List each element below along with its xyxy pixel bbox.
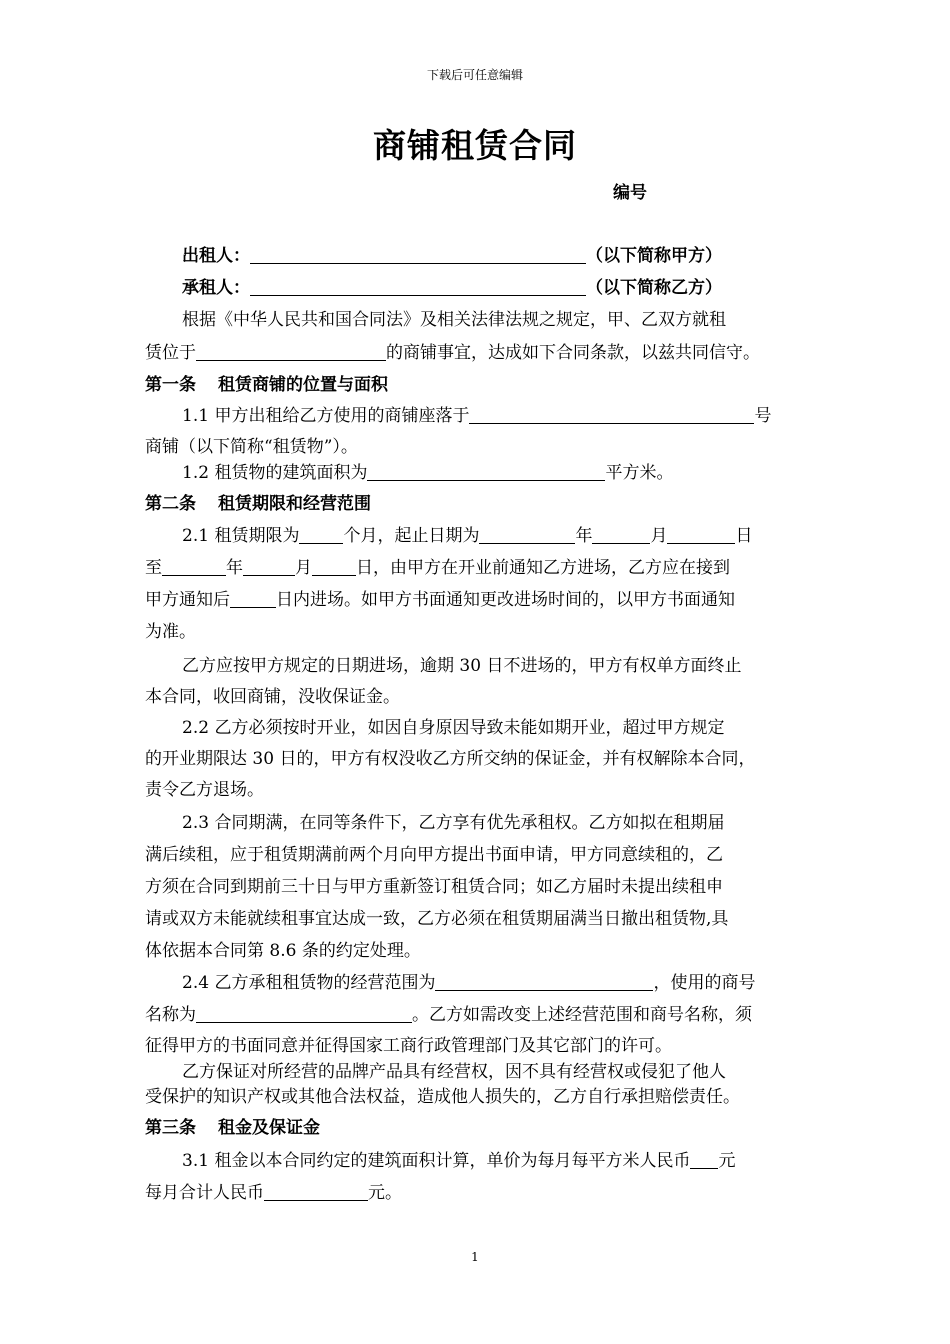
preamble-text: 的商铺事宜，达成如下合同条款，以兹共同信守。 xyxy=(386,343,760,363)
clause-2-1-cont-2 xyxy=(145,585,735,610)
monthly-total-blank[interactable] xyxy=(264,1182,368,1201)
clause-2-1b-line-2: 本合同，收回商铺，没收保证金。 xyxy=(145,687,400,707)
months-blank[interactable] xyxy=(299,525,343,544)
area-blank[interactable] xyxy=(367,462,605,481)
lessor-suffix: （以下简称甲方） xyxy=(586,246,722,266)
clause-2-1-cont-1 xyxy=(145,553,730,578)
article-number: 第一条 xyxy=(145,375,196,395)
clause-text: 日，由甲方在开业前通知乙方进场，乙方应在接到 xyxy=(356,558,730,578)
clause-text: 平方米。 xyxy=(605,463,674,483)
start-day-blank[interactable] xyxy=(667,525,735,544)
clause-text: ，使用的商号 xyxy=(653,973,756,993)
clause-3-1-line-2 xyxy=(145,1178,402,1203)
clause-text: 月 xyxy=(295,558,312,578)
lessee-blank[interactable] xyxy=(250,277,586,296)
clause-1-2 xyxy=(182,458,673,483)
clause-text: 1.2 租赁物的建筑面积为 xyxy=(182,463,368,483)
business-scope-blank[interactable] xyxy=(435,972,653,991)
clause-1-1 xyxy=(182,401,771,426)
shop-address-blank[interactable] xyxy=(469,405,754,424)
article-2-heading xyxy=(145,489,371,514)
clause-text: 2.1 租赁期限为 xyxy=(182,526,300,546)
clause-2-2-line-3: 责令乙方退场。 xyxy=(145,780,264,800)
clause-text: 2.4 乙方承租租赁物的经营范围为 xyxy=(182,973,436,993)
preamble-line-1: 根据《中华人民共和国合同法》及相关法律法规之规定，甲、乙双方就租 xyxy=(182,310,726,330)
end-month-blank[interactable] xyxy=(243,557,295,576)
clause-2-4b-line-2: 受保护的知识产权或其他合法权益，造成他人损失的，乙方自行承担赔偿责任。 xyxy=(145,1087,740,1107)
clause-2-3-line-4: 请或双方未能就续租事宜达成一致，乙方必须在租赁期届满当日撤出租赁物,具 xyxy=(145,909,729,929)
clause-text: 3.1 租金以本合同约定的建筑面积计算，单价为每月每平方米人民币 xyxy=(182,1151,691,1171)
article-title: 租赁期限和经营范围 xyxy=(218,494,371,514)
page-title: 商铺租赁合同 xyxy=(373,126,577,165)
clause-text: 日 xyxy=(735,526,753,546)
lessor-label: 出租人： xyxy=(182,246,250,266)
article-title: 租赁商铺的位置与面积 xyxy=(218,375,388,395)
lessor-blank[interactable] xyxy=(250,245,586,264)
lessee-suffix: （以下简称乙方） xyxy=(586,278,722,298)
clause-3-1-line-1 xyxy=(182,1146,735,1171)
clause-text: 1.1 甲方出租给乙方使用的商铺座落于 xyxy=(182,406,470,426)
clause-2-2-line-1: 2.2 乙方必须按时开业，如因自身原因导致未能如期开业，超过甲方规定 xyxy=(182,718,725,738)
unit-price-blank[interactable] xyxy=(690,1150,718,1169)
page-number: 1 xyxy=(471,1250,479,1264)
clause-text: 。乙方如需改变上述经营范围和商号名称，须 xyxy=(412,1005,752,1025)
end-year-blank[interactable] xyxy=(162,557,226,576)
clause-2-1 xyxy=(182,521,752,546)
end-day-blank[interactable] xyxy=(312,557,356,576)
location-blank[interactable] xyxy=(196,342,386,361)
clause-2-3-line-5: 体依据本合同第 8.6 条的约定处理。 xyxy=(145,941,421,961)
trade-name-blank[interactable] xyxy=(196,1004,412,1023)
clause-text: 每月合计人民币 xyxy=(145,1183,264,1203)
clause-2-3-line-1: 2.3 合同期满，在同等条件下，乙方享有优先承租权。乙方如拟在租期届 xyxy=(182,813,725,833)
article-1-heading xyxy=(145,370,388,395)
header-note: 下载后可任意编辑 xyxy=(426,68,523,82)
clause-2-4b-line-1: 乙方保证对所经营的品牌产品具有经营权，因不具有经营权或侵犯了他人 xyxy=(182,1062,726,1082)
clause-text: 号 xyxy=(754,406,772,426)
clause-2-4-line-1 xyxy=(182,968,755,993)
preamble-line-2 xyxy=(145,338,760,363)
preamble-text: 赁位于 xyxy=(145,343,196,363)
clause-text: 年 xyxy=(575,526,593,546)
clause-2-3-line-2: 满后续租，应于租赁期满前两个月向甲方提出书面申请，甲方同意续租的，乙 xyxy=(145,845,723,865)
entry-days-blank[interactable] xyxy=(230,589,276,608)
clause-text: 年 xyxy=(226,558,243,578)
clause-2-4-line-3: 征得甲方的书面同意并征得国家工商行政管理部门及其它部门的许可。 xyxy=(145,1036,672,1056)
clause-text: 甲方通知后 xyxy=(145,590,230,610)
lessee-line xyxy=(182,273,722,298)
clause-2-1-cont-3: 为准。 xyxy=(145,622,196,642)
clause-2-2-line-2: 的开业期限达 30 日的，甲方有权没收乙方所交纳的保证金，并有权解除本合同， xyxy=(145,749,756,769)
article-number: 第二条 xyxy=(145,494,196,514)
article-3-heading xyxy=(145,1113,320,1138)
clause-2-4-line-2 xyxy=(145,1000,752,1025)
start-year-blank[interactable] xyxy=(479,525,575,544)
clause-text: 元。 xyxy=(368,1183,402,1203)
article-number: 第三条 xyxy=(145,1118,196,1138)
contract-number-label: 编号 xyxy=(613,183,647,203)
clause-text: 元 xyxy=(718,1151,736,1171)
clause-1-1-cont: 商铺（以下简称“租赁物”）。 xyxy=(145,437,358,457)
article-title: 租金及保证金 xyxy=(218,1118,320,1138)
clause-2-1b-line-1: 乙方应按甲方规定的日期进场，逾期 30 日不进场的，甲方有权单方面终止 xyxy=(182,656,742,676)
start-month-blank[interactable] xyxy=(592,525,650,544)
lessor-line xyxy=(182,241,722,266)
clause-text: 个月，起止日期为 xyxy=(343,526,480,546)
clause-text: 名称为 xyxy=(145,1005,196,1025)
clause-2-3-line-3: 方须在合同到期前三十日与甲方重新签订租赁合同；如乙方届时未提出续租申 xyxy=(145,877,723,897)
clause-text: 日内进场。如甲方书面通知更改进场时间的，以甲方书面通知 xyxy=(276,590,735,610)
lessee-label: 承租人： xyxy=(182,278,250,298)
clause-text: 至 xyxy=(145,558,162,578)
clause-text: 月 xyxy=(650,526,668,546)
